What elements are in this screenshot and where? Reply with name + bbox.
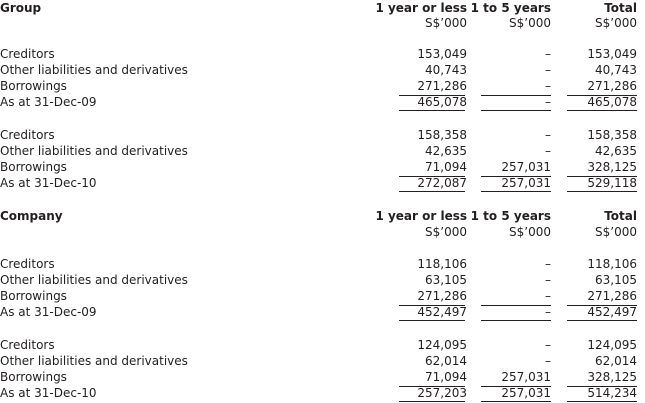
row-value-total: 40,743 (595, 63, 637, 77)
subtotal-rule-bottom (399, 401, 465, 402)
row-value-total: 42,635 (595, 144, 637, 158)
subtotal-rule-top (481, 176, 551, 177)
row-value-1to5y: – (545, 273, 551, 287)
row-value-1to5y: – (545, 47, 551, 61)
row-value-1y: 62,014 (425, 354, 467, 368)
subtotal-rule-bottom (567, 110, 637, 111)
subtotal-rule-top (399, 305, 465, 306)
group-col1-unit: S$’000 (425, 16, 467, 30)
row-value-total: 271,286 (587, 79, 637, 93)
row-label: Borrowings (0, 370, 67, 384)
row-label: Borrowings (0, 160, 67, 174)
table-row (0, 78, 645, 94)
subtotal-rule-top (399, 386, 465, 387)
company-header-row (0, 208, 645, 224)
row-value-1y: 272,087 (417, 176, 467, 190)
table-row (0, 143, 645, 159)
row-value-1to5y: 257,031 (501, 370, 551, 384)
company-title: Company (0, 209, 63, 223)
group-col2-unit: S$’000 (509, 16, 551, 30)
row-value-1to5y: – (545, 63, 551, 77)
subtotal-rule-bottom (567, 320, 637, 321)
row-label: Creditors (0, 338, 55, 352)
row-value-1y: 271,286 (417, 79, 467, 93)
table-row (0, 256, 645, 272)
row-value-1y: 40,743 (425, 63, 467, 77)
subtotal-rule-top (567, 176, 637, 177)
row-label: Other liabilities and derivatives (0, 63, 188, 77)
table-row (0, 272, 645, 288)
row-label: As at 31-Dec-10 (0, 176, 97, 190)
row-value-1y: 158,358 (417, 128, 467, 142)
row-label: As at 31-Dec-10 (0, 386, 97, 400)
row-label: Other liabilities and derivatives (0, 354, 188, 368)
table-row (0, 159, 645, 175)
subtotal-rule-bottom (481, 320, 551, 321)
row-label: Borrowings (0, 289, 67, 303)
group-header-row (0, 0, 645, 16)
subtotal-rule-bottom (567, 401, 637, 402)
subtotal-rule-top (567, 386, 637, 387)
row-value-1y: 153,049 (417, 47, 467, 61)
row-value-1to5y: 257,031 (501, 386, 551, 400)
subtotal-rule-bottom (399, 110, 465, 111)
group-col2-header: 1 to 5 years (470, 1, 551, 15)
row-value-1y: 118,106 (417, 257, 467, 271)
row-value-1y: 271,286 (417, 289, 467, 303)
table-row (0, 369, 645, 385)
group-col3-unit: S$’000 (595, 16, 637, 30)
subtotal-row (0, 385, 645, 401)
subtotal-row (0, 304, 645, 320)
subtotal-rule-bottom (481, 110, 551, 111)
row-value-1to5y: – (545, 305, 551, 319)
row-label: Borrowings (0, 79, 67, 93)
row-value-1to5y: – (545, 79, 551, 93)
row-value-1to5y: – (545, 95, 551, 109)
row-label: Creditors (0, 47, 55, 61)
row-value-total: 153,049 (587, 47, 637, 61)
row-value-total: 271,286 (587, 289, 637, 303)
row-value-1y: 42,635 (425, 144, 467, 158)
row-label: Creditors (0, 257, 55, 271)
row-value-1to5y: – (545, 144, 551, 158)
subtotal-rule-top (399, 95, 465, 96)
table-row (0, 288, 645, 304)
row-value-1to5y: – (545, 338, 551, 352)
row-value-1to5y: – (545, 289, 551, 303)
company-units-row (0, 224, 645, 240)
subtotal-rule-top (567, 305, 637, 306)
group-col1-header: 1 year or less (375, 1, 467, 15)
row-value-total: 529,118 (587, 176, 637, 190)
row-label: As at 31-Dec-09 (0, 95, 97, 109)
group-units-row (0, 15, 645, 31)
company-col3-unit: S$’000 (595, 225, 637, 239)
row-value-total: 465,078 (587, 95, 637, 109)
row-value-total: 124,095 (587, 338, 637, 352)
row-value-total: 158,358 (587, 128, 637, 142)
row-value-total: 328,125 (587, 370, 637, 384)
row-value-1y: 71,094 (425, 160, 467, 174)
row-value-total: 62,014 (595, 354, 637, 368)
row-label: As at 31-Dec-09 (0, 305, 97, 319)
row-value-1y: 63,105 (425, 273, 467, 287)
company-col2-unit: S$’000 (509, 225, 551, 239)
subtotal-rule-top (481, 305, 551, 306)
subtotal-row (0, 175, 645, 191)
row-label: Creditors (0, 128, 55, 142)
table-row (0, 353, 645, 369)
subtotal-rule-bottom (481, 191, 551, 192)
subtotal-rule-bottom (399, 191, 465, 192)
subtotal-rule-bottom (399, 320, 465, 321)
table-row (0, 46, 645, 62)
table-row (0, 62, 645, 78)
subtotal-row (0, 94, 645, 110)
company-col2-header: 1 to 5 years (470, 209, 551, 223)
subtotal-rule-top (481, 95, 551, 96)
row-label: Other liabilities and derivatives (0, 144, 188, 158)
row-value-1to5y: 257,031 (501, 176, 551, 190)
row-label: Other liabilities and derivatives (0, 273, 188, 287)
row-value-1to5y: – (545, 257, 551, 271)
subtotal-rule-bottom (567, 191, 637, 192)
subtotal-rule-top (399, 176, 465, 177)
row-value-1y: 124,095 (417, 338, 467, 352)
row-value-total: 63,105 (595, 273, 637, 287)
row-value-total: 514,234 (587, 386, 637, 400)
row-value-1to5y: – (545, 128, 551, 142)
row-value-1to5y: 257,031 (501, 160, 551, 174)
subtotal-rule-bottom (481, 401, 551, 402)
subtotal-rule-top (567, 95, 637, 96)
row-value-1to5y: – (545, 354, 551, 368)
company-col1-unit: S$’000 (425, 225, 467, 239)
table-row (0, 337, 645, 353)
company-col3-header: Total (604, 209, 637, 223)
row-value-1y: 257,203 (417, 386, 467, 400)
subtotal-rule-top (481, 386, 551, 387)
row-value-1y: 452,497 (417, 305, 467, 319)
row-value-total: 328,125 (587, 160, 637, 174)
row-value-1y: 71,094 (425, 370, 467, 384)
table-row (0, 127, 645, 143)
row-value-total: 452,497 (587, 305, 637, 319)
row-value-total: 118,106 (587, 257, 637, 271)
company-col1-header: 1 year or less (375, 209, 467, 223)
group-col3-header: Total (604, 1, 637, 15)
row-value-1y: 465,078 (417, 95, 467, 109)
group-title: Group (0, 1, 42, 15)
